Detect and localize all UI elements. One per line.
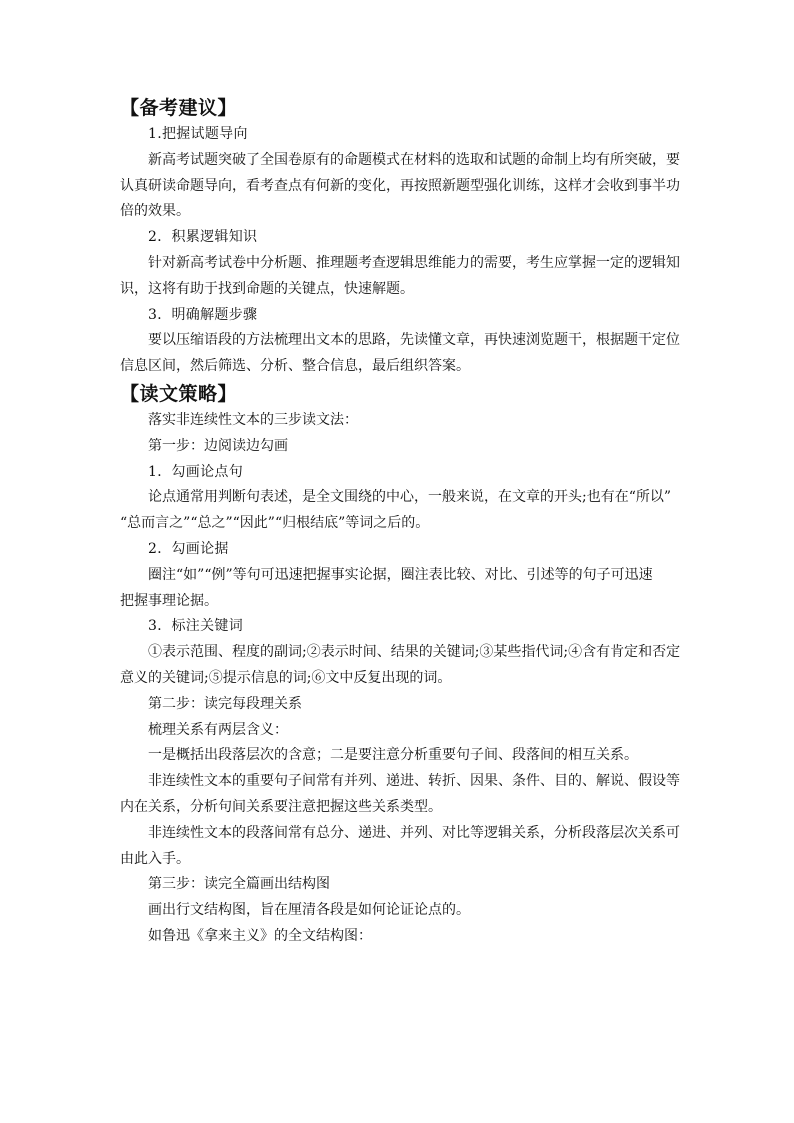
advice-item-3-title: 3．明确解题步骤 [148, 306, 258, 323]
paragraph-line: 新高考试题突破了全国卷原有的命题模式在材料的选取和试题的命制上均有所突破，要 [148, 151, 680, 168]
step-2-intro: 梳理关系有两层含义： [148, 721, 288, 738]
paragraph-line: “总而言之”“总之”“因此”“归根结底”等词之后的。 [120, 515, 430, 532]
step-1-item-2-title: 2．勾画论据 [148, 540, 229, 557]
step-1-title: 第一步：边阅读边勾画 [148, 437, 288, 454]
paragraph-line: 认真研读命题导向，看考查点有何新的变化，再按照新题型强化训练，这样才会收到事半功 [120, 177, 680, 194]
paragraph-line: 倍的效果。 [120, 203, 190, 220]
step-2-title: 第二步：读完每段理关系 [148, 695, 302, 712]
advice-item-1-title: 1.把握试题导向 [148, 126, 248, 142]
paragraph-line: 针对新高考试卷中分析题、推理题考查逻辑思维能力的需要，考生应掌握一定的逻辑知 [148, 254, 680, 271]
advice-item-2-title: 2．积累逻辑知识 [148, 229, 258, 246]
paragraph-line: 由此入手。 [120, 850, 190, 867]
paragraph-line: 把握事理论据。 [120, 592, 218, 609]
paragraph-line: 要以压缩语段的方法梳理出文本的思路，先读懂文章，再快速浏览题干，根据题干定位 [148, 332, 680, 349]
step-1-item-3-title: 3．标注关键词 [148, 618, 244, 635]
step-3-title: 第三步：读完全篇画出结构图 [148, 876, 330, 893]
strategy-intro: 落实非连续性文本的三步读文法： [148, 411, 358, 428]
paragraph-line: 意义的关键词;⑤提示信息的词;⑥文中反复出现的词。 [120, 669, 452, 686]
section-heading-reading-strategy: 【读文策略】 [120, 382, 238, 405]
document-page [120, 94, 680, 950]
paragraph-line: 圈注“如”“例”等句可迅速把握事实论据，圈注表比较、对比、引述等的句子可迅速 [148, 566, 653, 583]
paragraph-line: 内在关系，分析句间关系要注意把握这些关系类型。 [120, 798, 442, 815]
paragraph-line: 非连续性文本的段落间常有总分、递进、并列、对比等逻辑关系，分析段落层次关系可 [148, 824, 680, 841]
section-heading-exam-advice: 【备考建议】 [120, 97, 238, 119]
paragraph-line: 一是概括出段落层次的含意；二是要注意分析重要句子间、段落间的相互关系。 [148, 747, 638, 764]
paragraph-line: 信息区间，然后筛选、分析、整合信息，最后组织答案。 [120, 358, 470, 375]
paragraph-line: 非连续性文本的重要句子间常有并列、递进、转折、因果、条件、目的、解说、假设等 [148, 773, 680, 790]
step-1-item-1-title: 1．勾画论点句 [148, 463, 244, 480]
paragraph-line: 论点通常用判断句表述，是全文围绕的中心，一般来说，在文章的开头;也有在“所以” [148, 489, 672, 506]
paragraph-line: 画出行文结构图，旨在厘清各段是如何论证论点的。 [148, 902, 470, 919]
paragraph-line: ①表示范围、程度的副词;②表示时间、结果的关键词;③某些指代词;④含有肯定和否定 [148, 644, 680, 661]
paragraph-line: 识，这将有助于找到命题的关键点，快速解题。 [120, 280, 414, 297]
paragraph-line: 如鲁迅《拿来主义》的全文结构图： [148, 927, 372, 944]
